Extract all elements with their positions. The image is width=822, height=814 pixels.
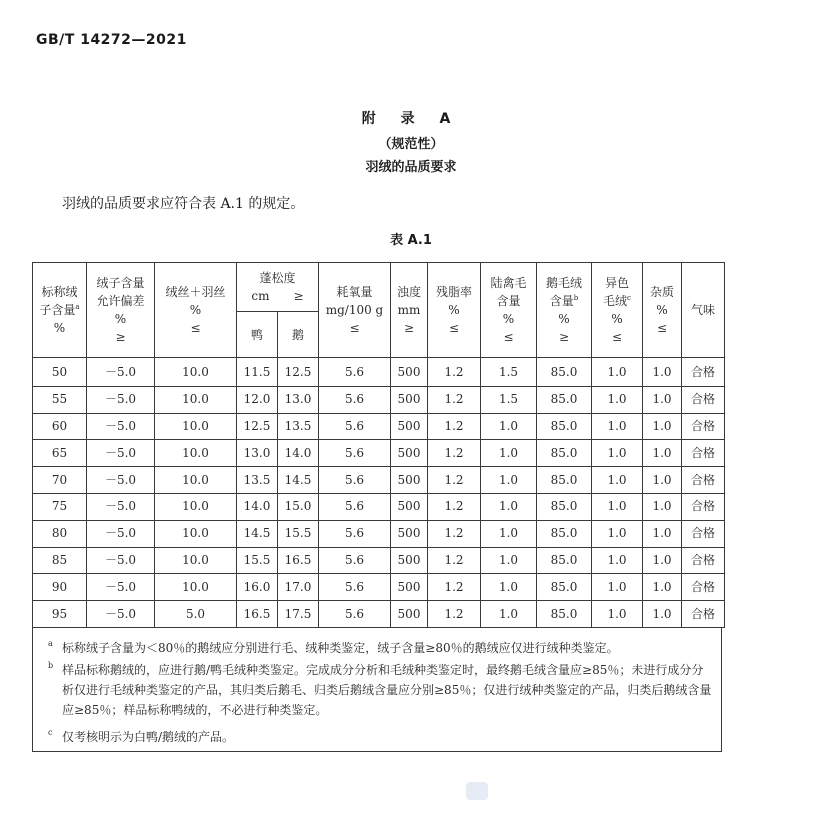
table-row xyxy=(33,520,725,547)
note-a xyxy=(48,638,712,658)
table-cell: －5.0 xyxy=(87,547,155,574)
table-cell: －5.0 xyxy=(87,493,155,520)
table-cell: 1.0 xyxy=(592,547,643,574)
table-cell: 1.0 xyxy=(481,520,537,547)
table-cell: 10.0 xyxy=(155,547,237,574)
table-cell: 500 xyxy=(391,440,428,467)
table-cell: 10.0 xyxy=(155,493,237,520)
appendix-title: 附 录 A xyxy=(361,111,461,127)
table-row xyxy=(33,413,725,440)
table-body xyxy=(33,358,725,628)
table-cell: 5.6 xyxy=(319,386,391,413)
intro-paragraph: 羽绒的品质要求应符合表 A.1 的规定。 xyxy=(62,196,305,212)
table-cell: 1.2 xyxy=(428,547,481,574)
header-duck: 鸭 xyxy=(237,312,278,358)
note-b-text: 样品标称鹅绒的，应进行鹅/鸭毛绒种类鉴定。完成成分分析和毛绒种类鉴定时，最终鹅毛绒含量应≥85％；未进行成分分析仅进行毛绒种类鉴定的产品，其归类后鹅毛、归类后鹅绒含量应分别≥85％；仅进行绒种类鉴定的产品，归类后鹅绒含量应≥85％；样品标称鸭绒的，不必进行种类鉴定。 xyxy=(62,663,712,717)
table-cell: 1.0 xyxy=(643,386,682,413)
table-row xyxy=(33,601,725,628)
table-cell: 合格 xyxy=(682,601,725,628)
table-cell: 70 xyxy=(33,467,87,494)
table-cell: －5.0 xyxy=(87,413,155,440)
table-cell: 10.0 xyxy=(155,440,237,467)
table-cell: 5.6 xyxy=(319,574,391,601)
table-row xyxy=(33,358,725,387)
table-cell: 500 xyxy=(391,574,428,601)
table-cell: 合格 xyxy=(682,520,725,547)
table-cell: 1.0 xyxy=(643,547,682,574)
table-cell: 85.0 xyxy=(537,493,592,520)
table-cell: 1.0 xyxy=(643,574,682,601)
table-cell: 合格 xyxy=(682,467,725,494)
table-cell: 合格 xyxy=(682,574,725,601)
table-cell: 10.0 xyxy=(155,574,237,601)
table-cell: 1.0 xyxy=(643,493,682,520)
table-row xyxy=(33,467,725,494)
table-cell: 1.0 xyxy=(643,520,682,547)
table-cell: 85.0 xyxy=(537,358,592,387)
table-cell: 1.2 xyxy=(428,601,481,628)
header-off-colour: 异色 毛绒$^c$ % ≤ xyxy=(592,263,643,358)
header-odour: 气味 xyxy=(682,263,725,358)
table-cell: 17.0 xyxy=(278,574,319,601)
table-cell: －5.0 xyxy=(87,467,155,494)
table-cell: 1.2 xyxy=(428,520,481,547)
table-cell: 1.0 xyxy=(481,574,537,601)
table-cell: 10.0 xyxy=(155,358,237,387)
table-cell: 85.0 xyxy=(537,547,592,574)
table-cell: 15.0 xyxy=(278,493,319,520)
table-cell: 1.5 xyxy=(481,358,537,387)
table-cell: 85.0 xyxy=(537,386,592,413)
table-cell: 14.5 xyxy=(278,467,319,494)
table-cell: －5.0 xyxy=(87,601,155,628)
table-cell: 1.0 xyxy=(481,440,537,467)
table-cell: 5.6 xyxy=(319,493,391,520)
table-cell: 13.0 xyxy=(237,440,278,467)
table-cell: 15.5 xyxy=(237,547,278,574)
table-cell: 1.2 xyxy=(428,467,481,494)
table-cell: 65 xyxy=(33,440,87,467)
note-c xyxy=(48,727,662,747)
table-cell: 85.0 xyxy=(537,601,592,628)
table-cell: 1.0 xyxy=(643,601,682,628)
table-cell: 12.0 xyxy=(237,386,278,413)
header-content-deviation: 绒子含量 允许偏差 % ≥ xyxy=(87,263,155,358)
table-cell: 1.0 xyxy=(592,413,643,440)
note-b xyxy=(48,660,714,720)
table-cell: 1.0 xyxy=(592,358,643,387)
table-cell: 50 xyxy=(33,358,87,387)
table-row xyxy=(33,440,725,467)
table-row xyxy=(33,386,725,413)
table-cell: 1.0 xyxy=(643,413,682,440)
table-cell: 1.0 xyxy=(643,467,682,494)
table-cell: 合格 xyxy=(682,440,725,467)
header-nominal-down-content: 标称绒 子含量$^a$ % xyxy=(33,263,87,358)
table-cell: 500 xyxy=(391,386,428,413)
table-cell: 5.6 xyxy=(319,467,391,494)
header-fibre: 绒丝＋羽丝 % ≤ xyxy=(155,263,237,358)
note-c-mark: c xyxy=(48,728,53,737)
table-cell: 1.0 xyxy=(481,547,537,574)
table-cell: 85.0 xyxy=(537,467,592,494)
table-cell: 1.2 xyxy=(428,413,481,440)
table-cell: 500 xyxy=(391,467,428,494)
note-b-mark: b xyxy=(48,661,54,670)
table-cell: 14.5 xyxy=(237,520,278,547)
table-cell: 1.0 xyxy=(592,386,643,413)
table-cell: 85.0 xyxy=(537,574,592,601)
table-cell: 1.0 xyxy=(592,467,643,494)
table-cell: 1.0 xyxy=(592,493,643,520)
table-cell: 10.0 xyxy=(155,413,237,440)
table-cell: 13.5 xyxy=(237,467,278,494)
table-cell: 85.0 xyxy=(537,520,592,547)
table-cell: 14.0 xyxy=(278,440,319,467)
table-cell: 95 xyxy=(33,601,87,628)
table-cell: 5.6 xyxy=(319,601,391,628)
table-cell: 12.5 xyxy=(278,358,319,387)
table-cell: 13.5 xyxy=(278,413,319,440)
table-cell: 14.0 xyxy=(237,493,278,520)
table-cell: 55 xyxy=(33,386,87,413)
table-cell: 11.5 xyxy=(237,358,278,387)
table-cell: 合格 xyxy=(682,358,725,387)
table-cell: 12.5 xyxy=(237,413,278,440)
table-row xyxy=(33,547,725,574)
header-residual-fat: 残脂率 % ≤ xyxy=(428,263,481,358)
watermark-badge-icon xyxy=(466,782,488,800)
table-title: 表 A.1 xyxy=(390,233,432,248)
table-cell: 5.6 xyxy=(319,440,391,467)
note-a-text: 标称绒子含量为＜80％的鹅绒应分别进行毛、绒种类鉴定，绒子含量≥80％的鹅绒应仅进行绒种类鉴定。 xyxy=(62,641,619,655)
header-goose: 鹅 xyxy=(278,312,319,358)
table-cell: 10.0 xyxy=(155,467,237,494)
table-cell: 1.2 xyxy=(428,574,481,601)
table-cell: 1.0 xyxy=(481,493,537,520)
table-cell: 85.0 xyxy=(537,413,592,440)
table-cell: 15.5 xyxy=(278,520,319,547)
table-cell: 5.6 xyxy=(319,358,391,387)
table-cell: 500 xyxy=(391,493,428,520)
header-fill-power: 蓬松度 cm ≥ xyxy=(237,263,319,312)
table-cell: 1.0 xyxy=(592,601,643,628)
header-impurity: 杂质 % ≤ xyxy=(643,263,682,358)
table-cell: 1.2 xyxy=(428,440,481,467)
table-cell: 1.2 xyxy=(428,386,481,413)
table-row xyxy=(33,574,725,601)
header-turbidity: 浊度 mm ≥ xyxy=(391,263,428,358)
table-cell: 1.2 xyxy=(428,358,481,387)
table-cell: 16.5 xyxy=(237,601,278,628)
table-cell: 500 xyxy=(391,601,428,628)
table-cell: －5.0 xyxy=(87,440,155,467)
table-cell: 1.0 xyxy=(592,520,643,547)
table-cell: 500 xyxy=(391,413,428,440)
table-cell: 17.5 xyxy=(278,601,319,628)
table-cell: 85.0 xyxy=(537,440,592,467)
table-cell: 500 xyxy=(391,520,428,547)
appendix-type: （规范性） xyxy=(378,137,444,152)
quality-requirements-table xyxy=(32,262,725,628)
table-cell: 1.5 xyxy=(481,386,537,413)
header-oxygen-number: 耗氧量 mg/100 g ≤ xyxy=(319,263,391,358)
table-cell: 1.0 xyxy=(592,574,643,601)
table-cell: 1.0 xyxy=(592,440,643,467)
table-cell: 5.6 xyxy=(319,413,391,440)
table-cell: 合格 xyxy=(682,413,725,440)
table-cell: 10.0 xyxy=(155,386,237,413)
table-cell: －5.0 xyxy=(87,520,155,547)
table-cell: 1.0 xyxy=(481,601,537,628)
standard-code: GB/T 14272—2021 xyxy=(36,32,187,48)
table-cell: 80 xyxy=(33,520,87,547)
table-cell: 500 xyxy=(391,358,428,387)
table-row xyxy=(33,493,725,520)
table-cell: 5.0 xyxy=(155,601,237,628)
table-cell: 合格 xyxy=(682,493,725,520)
note-a-mark: a xyxy=(48,639,53,648)
table-cell: 1.0 xyxy=(643,440,682,467)
appendix-name: 羽绒的品质要求 xyxy=(365,160,457,175)
table-cell: －5.0 xyxy=(87,574,155,601)
table-cell: －5.0 xyxy=(87,358,155,387)
table-cell: 16.5 xyxy=(278,547,319,574)
table-cell: 合格 xyxy=(682,386,725,413)
header-goose-content: 鹅毛绒 含量$^b$ % ≥ xyxy=(537,263,592,358)
table-cell: －5.0 xyxy=(87,386,155,413)
table-cell: 5.6 xyxy=(319,520,391,547)
table-cell: 1.2 xyxy=(428,493,481,520)
note-c-text: 仅考核明示为白鸭/鹅绒的产品。 xyxy=(62,730,235,744)
table-cell: 85 xyxy=(33,547,87,574)
table-cell: 500 xyxy=(391,547,428,574)
table-cell: 1.0 xyxy=(481,467,537,494)
table-cell: 75 xyxy=(33,493,87,520)
table-cell: 90 xyxy=(33,574,87,601)
table-cell: 1.0 xyxy=(481,413,537,440)
table-cell: 60 xyxy=(33,413,87,440)
table-cell: 1.0 xyxy=(643,358,682,387)
table-cell: 16.0 xyxy=(237,574,278,601)
table-cell: 13.0 xyxy=(278,386,319,413)
header-landfowl-feather: 陆禽毛 含量 % ≤ xyxy=(481,263,537,358)
table-cell: 10.0 xyxy=(155,520,237,547)
table-cell: 5.6 xyxy=(319,547,391,574)
table-cell: 合格 xyxy=(682,547,725,574)
